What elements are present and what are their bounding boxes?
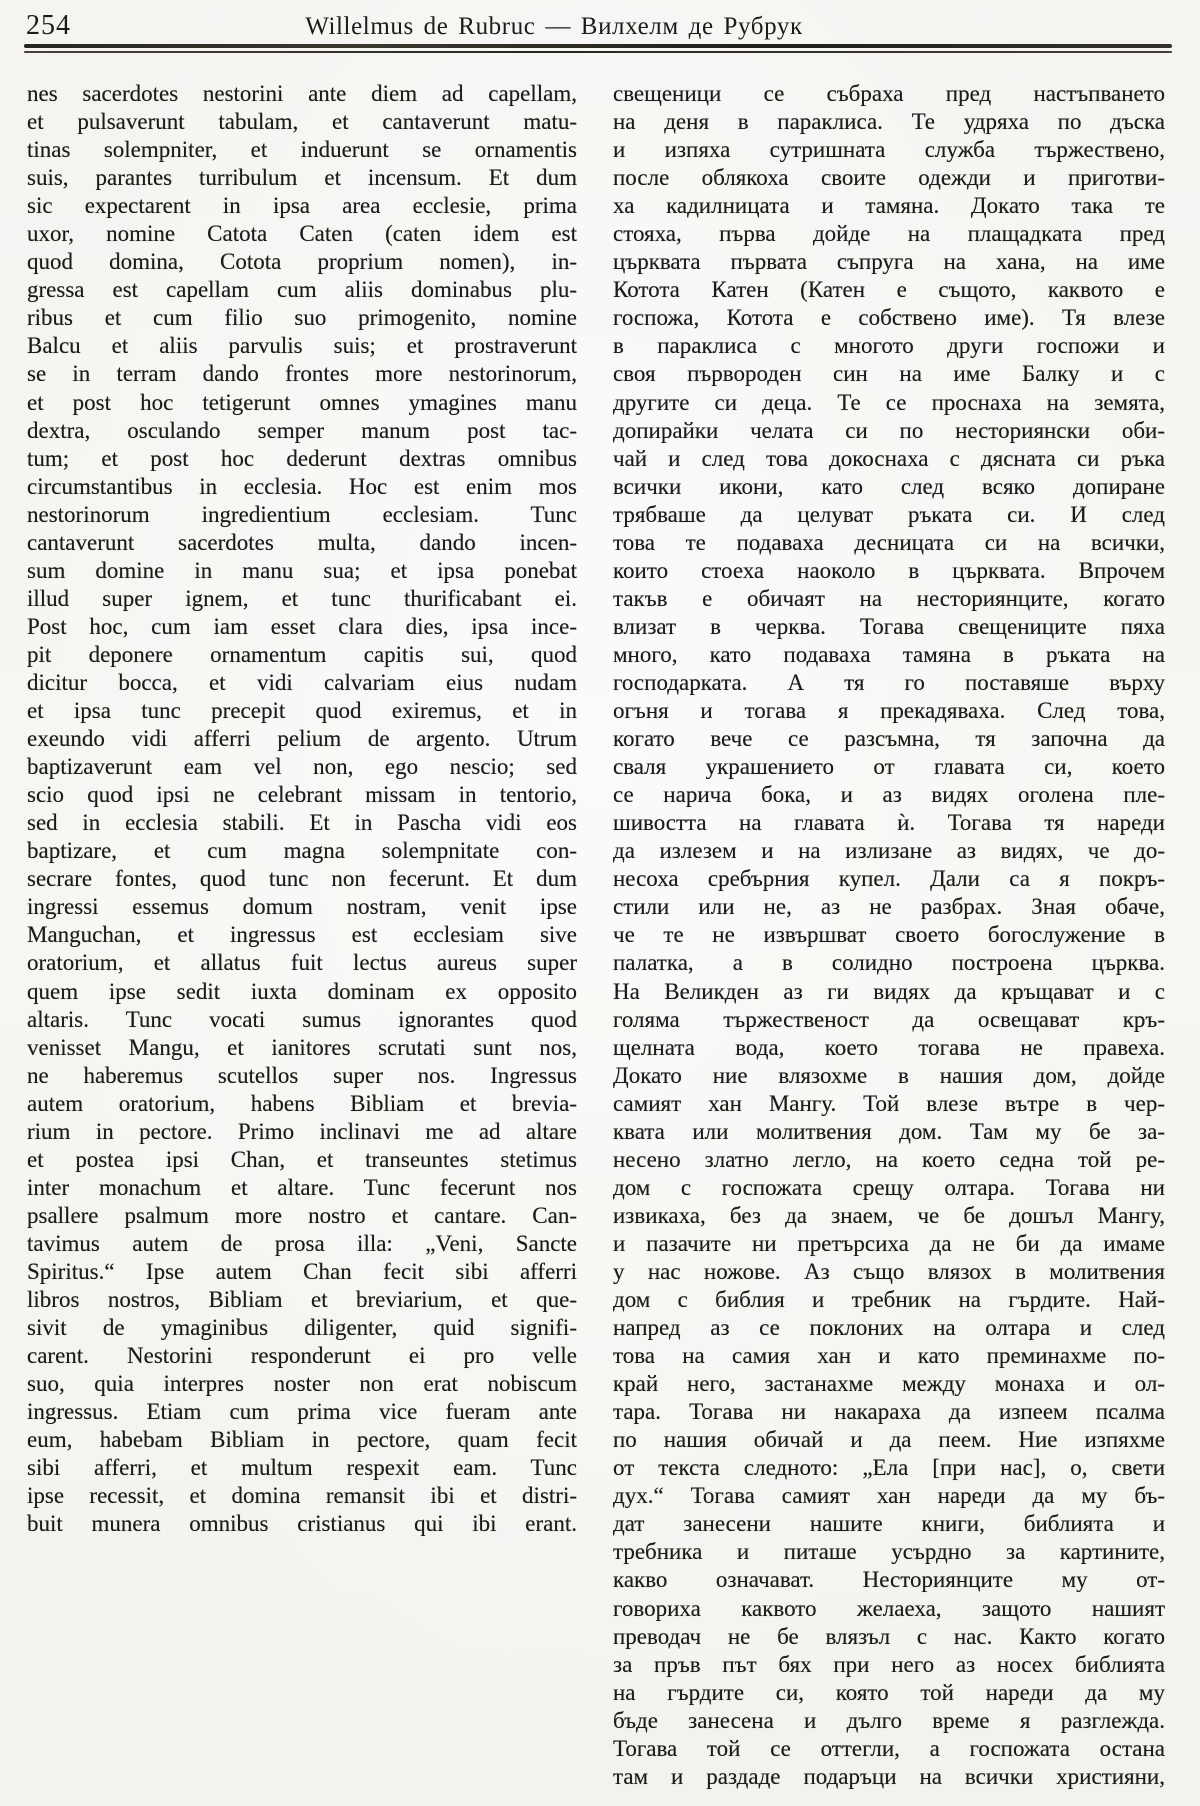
- text-line: стояха, първа дойде на плащадката пред: [613, 221, 1165, 247]
- text-line: напред аз се поклоних на олтара и след: [613, 1315, 1165, 1341]
- text-line: несоха сребърния купел. Дали са я покръ-: [613, 866, 1165, 892]
- text-line: Manguchan, et ingressus est ecclesiam sive: [27, 922, 577, 948]
- text-line: carent. Nestorini responderunt ei pro velle: [27, 1343, 577, 1369]
- text-line: сваля украшението от главата си, което: [613, 754, 1165, 780]
- text-line: несено златно легло, на което седна той ре-: [613, 1146, 1165, 1172]
- text-line: че те не извършват своето богослужение в: [613, 922, 1165, 948]
- header-divider-rule: [24, 44, 1172, 53]
- text-line: много, като подаваха тамяна в ръката на: [613, 641, 1165, 667]
- text-line: sivit de ymaginibus diligenter, quid signifi-: [27, 1315, 577, 1341]
- text-line: dicitur bocca, et vidi calvariam eius nudam: [27, 669, 577, 695]
- text-line: на деня в параклиса. Те удряха по дъска: [613, 109, 1165, 135]
- text-line: nes sacerdotes nestorini ante diem ad capellam,: [27, 81, 577, 106]
- running-header-title: Willelmus de Rubruc — Вилхелм де Рубрук: [305, 13, 803, 40]
- text-line: ingressi essemus domum nostram, venit ipse: [27, 894, 577, 920]
- text-line: gressa est capellam cum aliis dominabus plu-: [27, 277, 577, 303]
- text-line: dextra, osculando semper manum post tac-: [27, 417, 577, 443]
- text-line: за пръв път бях при него аз носех библията: [613, 1651, 1165, 1677]
- text-line: sum domine in manu sua; et ipsa ponebat: [27, 557, 577, 583]
- text-line: circumstantibus in ecclesia. Hoc est enim mos: [27, 473, 577, 499]
- text-line: libros nostros, Bibliam et breviarium, et que-: [27, 1287, 577, 1313]
- text-line: sed in ecclesia stabili. Et in Pascha vidi eos: [27, 810, 577, 836]
- text-line: et pulsaverunt tabulam, et cantaverunt matu-: [27, 109, 577, 135]
- text-line: sibi afferri, et multum respexit eam. Tunc: [27, 1455, 577, 1481]
- bulgarian-text-column: [613, 80, 1165, 1791]
- text-line: uxor, nomine Catota Caten (caten idem est: [27, 221, 577, 247]
- text-line: baptizare, et cum magna solempnitate con-: [27, 838, 577, 864]
- latin-text-column: [27, 80, 577, 1538]
- text-line: в параклиса с многото други госпожи и: [613, 333, 1165, 359]
- page-number: 254: [26, 10, 71, 41]
- text-line: огъня и тогава я прекадяваха. След това,: [613, 698, 1165, 724]
- text-line: autem oratorium, habens Bibliam et brevia-: [27, 1090, 577, 1116]
- text-line: inter monachum et altare. Tunc fecerunt nos: [27, 1174, 577, 1200]
- text-line: това на самия хан и като преминахме по-: [613, 1343, 1165, 1369]
- text-line: влизат в черква. Тогава свещениците пяха: [613, 613, 1165, 639]
- text-line: квата или молитвения дом. Там му бе за-: [613, 1118, 1165, 1144]
- text-line: baptizaverunt eam vel non, ego nescio; sed: [27, 754, 577, 780]
- text-line: pit deponere ornamentum capitis sui, quod: [27, 641, 577, 667]
- text-line: извикаха, без да знаем, че бе дошъл Мангу,: [613, 1202, 1165, 1228]
- text-line: Spiritus.“ Ipse autem Chan fecit sibi afferri: [27, 1258, 577, 1284]
- text-line: Balcu et aliis parvulis suis; et prostraverunt: [27, 333, 577, 359]
- text-line: дом с библия и требник на гърдите. Най-: [613, 1287, 1165, 1313]
- text-line: suo, quia interpres noster non erat nobiscum: [27, 1371, 577, 1397]
- text-line: se in terram dando frontes more nestorinorum,: [27, 361, 577, 387]
- text-line: господарката. А тя го поставяше върху: [613, 669, 1165, 695]
- text-line: всички икони, като след всяко допиране: [613, 473, 1165, 499]
- text-line: госпожа, Котота е собствено име). Тя влезе: [613, 305, 1165, 331]
- text-line: чай и след това докоснаха с дясната си ръка: [613, 445, 1165, 471]
- text-line: quem ipse sedit iuxta dominam ex opposito: [27, 978, 577, 1004]
- text-line: nestorinorum ingredientium ecclesiam. Tunc: [27, 501, 577, 527]
- text-line: Тогава той се оттегли, а госпожата остана: [613, 1735, 1165, 1761]
- text-line: от текста следното: „Ела [при нас], о, свети: [613, 1455, 1165, 1481]
- text-line: бъде занесена и дълго време я разглежда.: [613, 1707, 1165, 1733]
- text-line: ха кадилницата и тамяна. Докато така те: [613, 193, 1165, 219]
- text-line: suis, parantes turribulum et incensum. Et dum: [27, 165, 577, 191]
- text-line: това те подаваха десницата си на всички,: [613, 529, 1165, 555]
- text-line: които стоеха наоколо в църквата. Впрочем: [613, 557, 1165, 583]
- text-line: требника и питаше усърдно за картините,: [613, 1539, 1165, 1565]
- text-line: ipse recessit, et domina remansit ibi et distri-: [27, 1483, 577, 1509]
- text-line: rium in pectore. Primo inclinavi me ad altare: [27, 1118, 577, 1144]
- text-line: oratorium, et allatus fuit lectus aureus super: [27, 950, 577, 976]
- text-line: quod domina, Cotota proprium nomen), in-: [27, 249, 577, 275]
- text-line: eum, habebam Bibliam in pectore, quam fecit: [27, 1427, 577, 1453]
- text-line: et ipsa tunc precepit quod exiremus, et in: [27, 698, 577, 724]
- text-line: tinas solempniter, et induerunt se ornamentis: [27, 137, 577, 163]
- text-line: tavimus autem de prosa illa: „Veni, Sancte: [27, 1230, 577, 1256]
- text-line: и изпяха сутришната служба тържествено,: [613, 137, 1165, 163]
- text-line: scio quod ipsi ne celebrant missam in tentorio,: [27, 782, 577, 808]
- text-line: такъв е обичаят на несториянците, когато: [613, 585, 1165, 611]
- text-line: tum; et post hoc dederunt dextras omnibus: [27, 445, 577, 471]
- text-line: свещеници се събраха пред настъпването: [613, 81, 1165, 106]
- text-line: там и раздаде подаръци на всички християни,: [613, 1763, 1165, 1789]
- text-line: buit munera omnibus cristianus qui ibi erant.: [27, 1511, 577, 1537]
- text-line: когато вече се разсъмна, тя започна да: [613, 726, 1165, 752]
- text-line: голяма тържественост да освещават кръ-: [613, 1006, 1165, 1032]
- text-line: ingressus. Etiam cum prima vice fueram ante: [27, 1399, 577, 1425]
- text-line: по нашия обичай и да пеем. Ние изпяхме: [613, 1427, 1165, 1453]
- text-line: sic expectarent in ipsa area ecclesie, prima: [27, 193, 577, 219]
- text-line: Докато ние влязохме в нашия дом, дойде: [613, 1062, 1165, 1088]
- text-line: и пазачите ни претърсиха да не би да имаме: [613, 1230, 1165, 1256]
- text-line: cantaverunt sacerdotes multa, dando incen-: [27, 529, 577, 555]
- text-line: venisset Mangu, et ianitores scrutati sunt nos,: [27, 1034, 577, 1060]
- text-line: преводач не бе влязъл с нас. Както когато: [613, 1623, 1165, 1649]
- text-line: et post hoc tetigerunt omnes ymagines manu: [27, 389, 577, 415]
- text-line: secrare fontes, quod tunc non fecerunt. Et dum: [27, 866, 577, 892]
- text-line: у нас ножове. Аз също влязох в молитвения: [613, 1258, 1165, 1284]
- text-line: exeundo vidi afferri pelium de argento. Utrum: [27, 726, 577, 752]
- text-line: дух.“ Тогава самият хан нареди да му бъ-: [613, 1483, 1165, 1509]
- text-line: допирайки челата си по несториянски оби-: [613, 417, 1165, 443]
- text-line: illud super ignem, et tunc thurificabant ei.: [27, 585, 577, 611]
- text-line: altaris. Tunc vocati sumus ignorantes quod: [27, 1006, 577, 1032]
- text-line: да излезем и на излизане аз видях, че до-: [613, 838, 1165, 864]
- text-line: трябваше да целуват ръката си. И след: [613, 501, 1165, 527]
- text-line: et postea ipsi Chan, et transeuntes stetimus: [27, 1146, 577, 1172]
- text-line: край него, застанахме между монаха и ол-: [613, 1371, 1165, 1397]
- text-line: другите си деца. Те се проснаха на земята,: [613, 389, 1165, 415]
- text-line: се нарича бока, и аз видях оголена пле-: [613, 782, 1165, 808]
- text-line: Post hoc, cum iam esset clara dies, ipsa ince-: [27, 613, 577, 639]
- text-line: дом с госпожата срещу олтара. Тогава ни: [613, 1174, 1165, 1200]
- text-line: самият хан Мангу. Той влезе вътре в чер-: [613, 1090, 1165, 1116]
- text-line: дат занесени нашите книги, библията и: [613, 1511, 1165, 1537]
- text-line: щелната вода, което тогава не правеха.: [613, 1034, 1165, 1060]
- text-line: говориха каквото желаеха, защото нашият: [613, 1595, 1165, 1621]
- text-line: на гърдите си, която той нареди да му: [613, 1679, 1165, 1705]
- text-line: после облякоха своите одежди и приготви-: [613, 165, 1165, 191]
- text-line: шивостта на главата ѝ. Тогава тя нареди: [613, 810, 1165, 836]
- text-line: палатка, а в солидно построена църква.: [613, 950, 1165, 976]
- text-line: стили или не, аз не разбрах. Зная обаче,: [613, 894, 1165, 920]
- text-line: своя първороден син на име Балку и с: [613, 361, 1165, 387]
- text-line: ne haberemus scutellos super nos. Ingressus: [27, 1062, 577, 1088]
- text-line: psallere psalmum more nostro et cantare. Can-: [27, 1202, 577, 1228]
- text-line: тара. Тогава ни накараха да изпеем псалма: [613, 1399, 1165, 1425]
- text-line: ribus et cum filio suo primogenito, nomine: [27, 305, 577, 331]
- text-line: На Великден аз ги видях да кръщават и с: [613, 978, 1165, 1004]
- text-line: Котота Катен (Катен е същото, каквото е: [613, 277, 1165, 303]
- divider-line-thick: [24, 44, 1172, 48]
- divider-line-thin: [24, 51, 1172, 53]
- text-line: църквата първата съпруга на хана, на име: [613, 249, 1165, 275]
- text-line: какво означават. Несториянците му от-: [613, 1567, 1165, 1593]
